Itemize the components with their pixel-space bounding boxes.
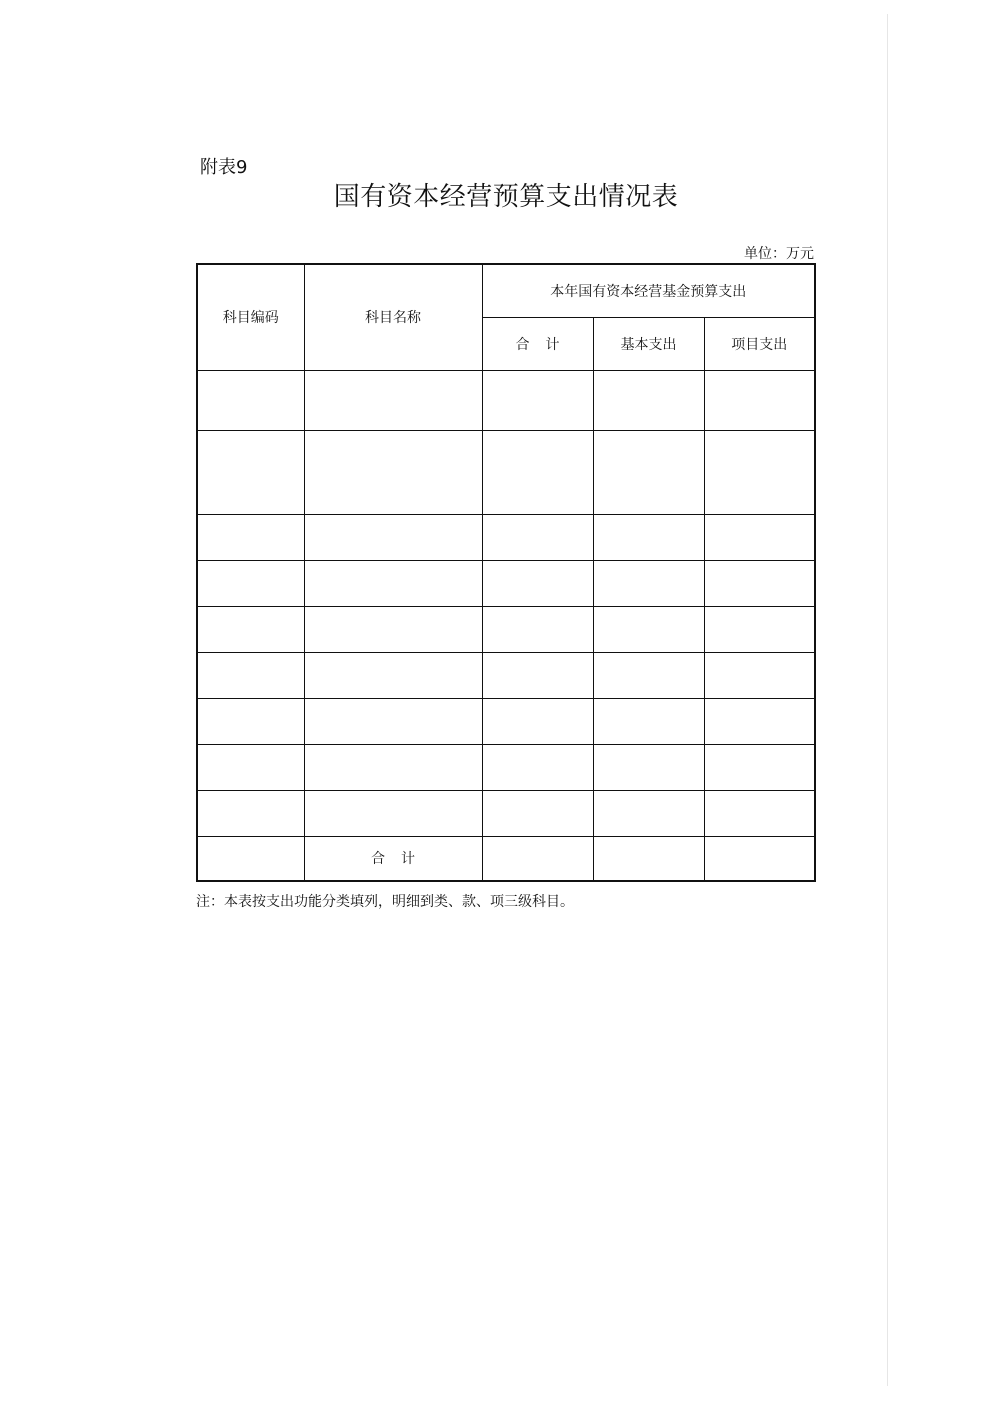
cell [704, 370, 815, 430]
cell [197, 430, 304, 514]
table-row [197, 560, 815, 606]
cell [304, 698, 482, 744]
table-total-row [197, 836, 815, 881]
table-row [197, 698, 815, 744]
budget-table [196, 263, 816, 882]
cell [197, 652, 304, 698]
header-total: 合计 [482, 317, 593, 370]
cell [482, 698, 593, 744]
cell [197, 560, 304, 606]
cell [704, 560, 815, 606]
cell [482, 514, 593, 560]
table-row [197, 744, 815, 790]
cell [704, 606, 815, 652]
cell [197, 370, 304, 430]
table-row [197, 652, 815, 698]
cell [197, 790, 304, 836]
cell [593, 744, 704, 790]
cell [482, 744, 593, 790]
cell [482, 370, 593, 430]
cell [482, 790, 593, 836]
cell [704, 430, 815, 514]
header-subject-code: 科目编码 [197, 264, 304, 370]
cell [704, 652, 815, 698]
header-annual-expenditure: 本年国有资本经营基金预算支出 [482, 264, 815, 317]
cell [482, 606, 593, 652]
cell [197, 514, 304, 560]
table-row [197, 370, 815, 430]
cell [197, 698, 304, 744]
cell [304, 652, 482, 698]
document-title: 国有资本经营预算支出情况表 [333, 182, 679, 212]
cell [704, 698, 815, 744]
cell [593, 652, 704, 698]
cell [304, 744, 482, 790]
cell [304, 560, 482, 606]
cell [593, 790, 704, 836]
cell [593, 514, 704, 560]
table-row [197, 606, 815, 652]
cell [704, 514, 815, 560]
cell [197, 606, 304, 652]
header-basic-expenditure: 基本支出 [593, 317, 704, 370]
scan-edge-line [887, 14, 888, 1386]
cell [482, 836, 593, 881]
total-row-label: 合计 [304, 836, 482, 881]
cell [704, 744, 815, 790]
cell [593, 430, 704, 514]
header-subject-name: 科目名称 [304, 264, 482, 370]
cell [482, 652, 593, 698]
cell [593, 606, 704, 652]
table-row [197, 790, 815, 836]
cell [197, 744, 304, 790]
cell [197, 836, 304, 881]
table-footnote: 注：本表按支出功能分类填列，明细到类、款、项三级科目。 [196, 894, 574, 910]
cell [304, 370, 482, 430]
cell [304, 606, 482, 652]
table-header-row [197, 264, 815, 317]
appendix-label: 附表9 [200, 157, 248, 178]
cell [593, 698, 704, 744]
unit-label: 单位：万元 [744, 246, 814, 262]
cell [593, 560, 704, 606]
cell [593, 370, 704, 430]
cell [704, 836, 815, 881]
cell [704, 790, 815, 836]
header-project-expenditure: 项目支出 [704, 317, 815, 370]
cell [482, 430, 593, 514]
cell [593, 836, 704, 881]
table-row [197, 430, 815, 514]
cell [304, 430, 482, 514]
cell [304, 514, 482, 560]
cell [482, 560, 593, 606]
table-row [197, 514, 815, 560]
cell [304, 790, 482, 836]
